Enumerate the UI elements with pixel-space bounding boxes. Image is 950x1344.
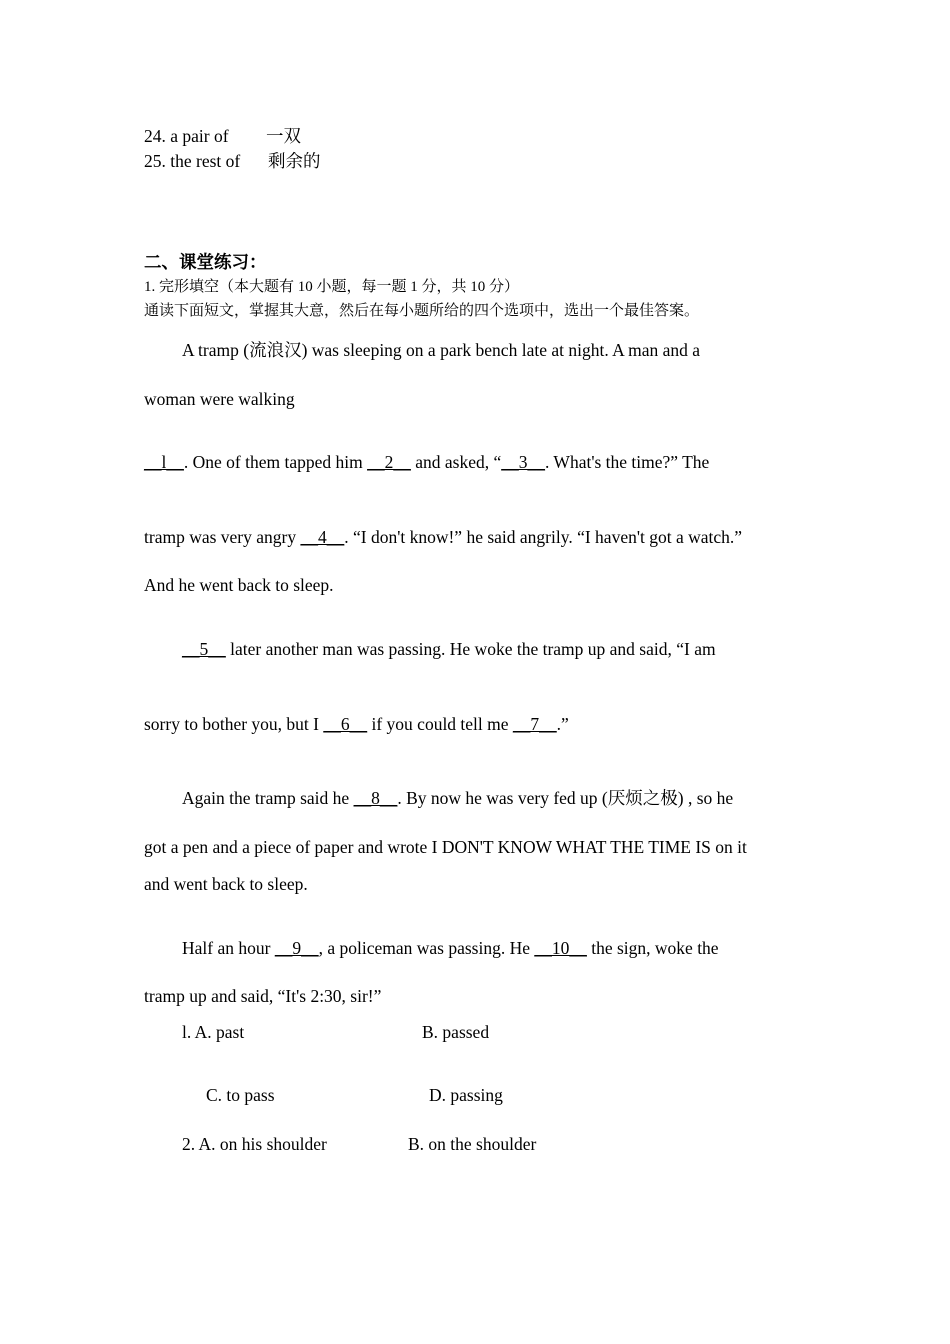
passage-text: the sign, woke the <box>586 938 719 958</box>
blank-4: __4__ <box>300 527 345 547</box>
section-subheading: 1. 完形填空（本大题有 10 小题，每一题 1 分，共 10 分） <box>144 279 520 295</box>
blank-2: __2__ <box>367 452 411 472</box>
option-q2-b: B. on the shoulder <box>408 1134 537 1154</box>
passage-line: woman were walking <box>144 389 295 409</box>
blank-9: __9__ <box>274 938 319 958</box>
passage-text: . What's the time?” The <box>545 452 710 472</box>
blank-10: __10__ <box>534 938 587 958</box>
vocab-term: 24. a pair of <box>144 126 229 146</box>
blank-5: __5__ <box>182 639 226 659</box>
passage-line: And he went back to sleep. <box>144 575 334 595</box>
passage-line: A tramp (流浪汉) was sleeping on a park bench late at night. A man and a <box>182 340 701 360</box>
passage-line <box>144 451 709 473</box>
passage-text: if you could tell me <box>367 714 513 734</box>
option-q1-a: l. A. past <box>182 1022 245 1042</box>
passage-text: and asked, “ <box>410 452 502 472</box>
vocab-meaning: 剩余的 <box>268 151 321 171</box>
passage-text: .” <box>556 714 569 734</box>
option-q1-c: C. to pass <box>206 1085 275 1105</box>
passage-text: , a policeman was passing. He <box>318 938 535 958</box>
vocab-meaning: 一双 <box>266 126 301 146</box>
option-q2-a: 2. A. on his shoulder <box>182 1134 327 1154</box>
blank-3: __3__ <box>501 452 545 472</box>
passage-line <box>182 638 716 660</box>
passage-line <box>144 526 742 548</box>
passage-line: and went back to sleep. <box>144 874 308 894</box>
blank-6: __6__ <box>323 714 368 734</box>
section-heading: 二、课堂练习： <box>144 252 267 272</box>
passage-line: tramp up and said, “It's 2:30, sir!” <box>144 986 382 1006</box>
passage-text: tramp was very angry <box>144 527 301 547</box>
passage-text: later another man was passing. He woke the tramp up and said, “I am <box>225 639 716 659</box>
passage-text: Again the tramp said he <box>182 788 354 808</box>
vocab-term: 25. the rest of <box>144 151 241 171</box>
passage-line <box>144 713 569 735</box>
blank-1: __l__ <box>144 452 184 472</box>
passage-text: Half an hour <box>182 938 275 958</box>
passage-line: got a pen and a piece of paper and wrote I DON'T KNOW WHAT THE TIME IS on it <box>144 837 747 857</box>
passage-text: . By now he was very fed up (厌烦之极) , so he <box>397 788 734 808</box>
passage-text: . One of them tapped him <box>183 452 368 472</box>
passage-line <box>182 787 733 809</box>
vocab-item-24 <box>144 125 301 147</box>
option-q1-d: D. passing <box>429 1085 503 1105</box>
option-q1-b: B. passed <box>422 1022 490 1042</box>
blank-7: __7__ <box>512 714 557 734</box>
passage-text: . “I don't know!” he said angrily. “I haven't got a watch.” <box>344 527 743 547</box>
passage-line <box>182 937 719 959</box>
section-instruction: 通读下面短文，掌握其大意，然后在每小题所给的四个选项中，选出一个最佳答案。 <box>144 303 700 319</box>
passage-text: sorry to bother you, but I <box>144 714 324 734</box>
vocab-item-25 <box>144 150 321 172</box>
blank-8: __8__ <box>353 788 398 808</box>
